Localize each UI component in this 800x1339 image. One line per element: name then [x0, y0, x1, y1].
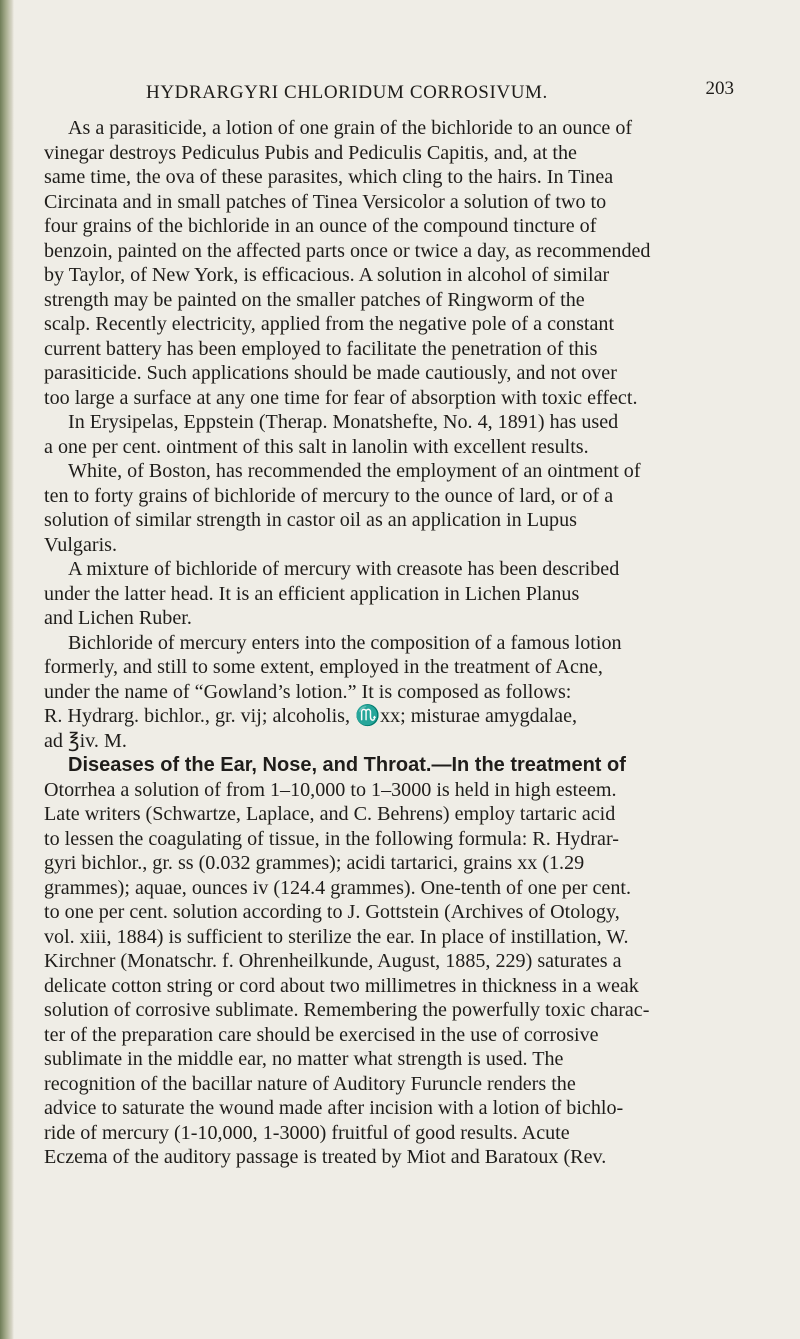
text-line: a one per cent. ointment of this salt in lanolin with excellent results.	[44, 435, 589, 458]
text-line: too large a surface at any one time for fear of absorption with toxic effect.	[44, 386, 638, 409]
text-line: White, of Boston, has recommended the employment of an ointment of	[68, 460, 641, 482]
text-line: Eczema of the auditory passage is treated by Miot and Baratoux (Rev.	[44, 1146, 607, 1168]
text-line: As a parasiticide, a lotion of one grain of the bichloride to an ounce of	[68, 117, 633, 139]
text-line: Bichloride of mercury enters into the composition of a famous lotion	[68, 631, 622, 654]
text-line: and Lichen Ruber.	[44, 607, 192, 629]
text-line: ter of the preparation care should be exercised in the use of corrosive	[44, 1023, 599, 1046]
book-binding-edge	[0, 0, 14, 1339]
body-text	[44, 116, 766, 1170]
book-page	[36, 0, 776, 1339]
text-line: under the name of “Gowland’s lotion.” It is composed as follows:	[44, 680, 572, 703]
text-line: formerly, and still to some extent, employed in the treatment of Acne,	[44, 656, 603, 678]
text-line: same time, the ova of these parasites, which cling to the hairs. In Tinea	[44, 166, 614, 188]
text-line: Kirchner (Monatschr. f. Ohrenheilkunde, August, 1885, 229) saturates a	[44, 950, 622, 972]
section-heading: Diseases of the Ear, Nose, and Throat.—In the treatment of	[68, 754, 626, 776]
text-line: current battery has been employed to facilitate the penetration of this	[44, 337, 598, 360]
text-line: benzoin, painted on the affected parts once or twice a day, as recommended	[44, 239, 651, 262]
text-line: gyri bichlor., gr. ss (0.032 grammes); acidi tartarici, grains xx (1.29	[44, 852, 585, 874]
text-line: ride of mercury (1-10,000, 1-3000) fruitful of good results. Acute	[44, 1121, 570, 1144]
running-head	[36, 78, 776, 108]
prescription-line: R. Hydrarg. bichlor., gr. vij; alcoholis, ♏xx; misturae amygdalae,	[44, 705, 578, 727]
running-title: HYDRARGYRI CHLORIDUM CORROSIVUM.	[146, 82, 548, 103]
text-line: grammes); aquae, ounces iv (124.4 grammes). One-tenth of one per cent.	[44, 876, 631, 899]
text-line: recognition of the bacillar nature of Auditory Furuncle renders the	[44, 1072, 576, 1095]
text-line: Late writers (Schwartze, Laplace, and C. Behrens) employ tartaric acid	[44, 803, 616, 825]
text-line: solution of corrosive sublimate. Remembering the powerfully toxic charac-	[44, 999, 650, 1021]
text-line: to one per cent. solution according to J. Gottstein (Archives of Otology,	[44, 901, 620, 923]
text-line: advice to saturate the wound made after incision with a lotion of bichlo-	[44, 1097, 624, 1119]
text-line: parasiticide. Such applications should be made cautiously, and not over	[44, 362, 617, 384]
text-line: by Taylor, of New York, is efficacious. A solution in alcohol of similar	[44, 264, 610, 286]
text-line: sublimate in the middle ear, no matter what strength is used. The	[44, 1048, 564, 1070]
text-line: vinegar destroys Pediculus Pubis and Pediculis Capitis, and, at the	[44, 141, 577, 164]
text-line: delicate cotton string or cord about two millimetres in thickness in a weak	[44, 974, 639, 997]
text-line: solution of similar strength in castor oil as an application in Lupus	[44, 509, 577, 531]
text-line: to lessen the coagulating of tissue, in the following formula: R. Hydrar-	[44, 827, 619, 850]
text-line: ten to forty grains of bichloride of mercury to the ounce of lard, or of a	[44, 484, 614, 507]
page-number: 203	[705, 78, 734, 99]
text-line: Vulgaris.	[44, 533, 118, 556]
text-line: Otorrhea a solution of from 1–10,000 to 1–3000 is held in high esteem.	[44, 778, 617, 801]
text-line: vol. xiii, 1884) is sufficient to sterilize the ear. In place of instillation, W.	[44, 925, 629, 948]
text-line: under the latter head. It is an efficient application in Lichen Planus	[44, 582, 580, 605]
text-line: A mixture of bichloride of mercury with creasote has been described	[68, 558, 620, 580]
text-line: In Erysipelas, Eppstein (Therap. Monatshefte, No. 4, 1891) has used	[68, 411, 619, 433]
text-line: Circinata and in small patches of Tinea Versicolor a solution of two to	[44, 190, 607, 213]
text-line: four grains of the bichloride in an ounce of the compound tincture of	[44, 215, 597, 237]
text-line: scalp. Recently electricity, applied from the negative pole of a constant	[44, 313, 615, 335]
text-line: strength may be painted on the smaller patches of Ringworm of the	[44, 288, 585, 311]
prescription-line: ad ℥iv. M.	[44, 729, 127, 752]
